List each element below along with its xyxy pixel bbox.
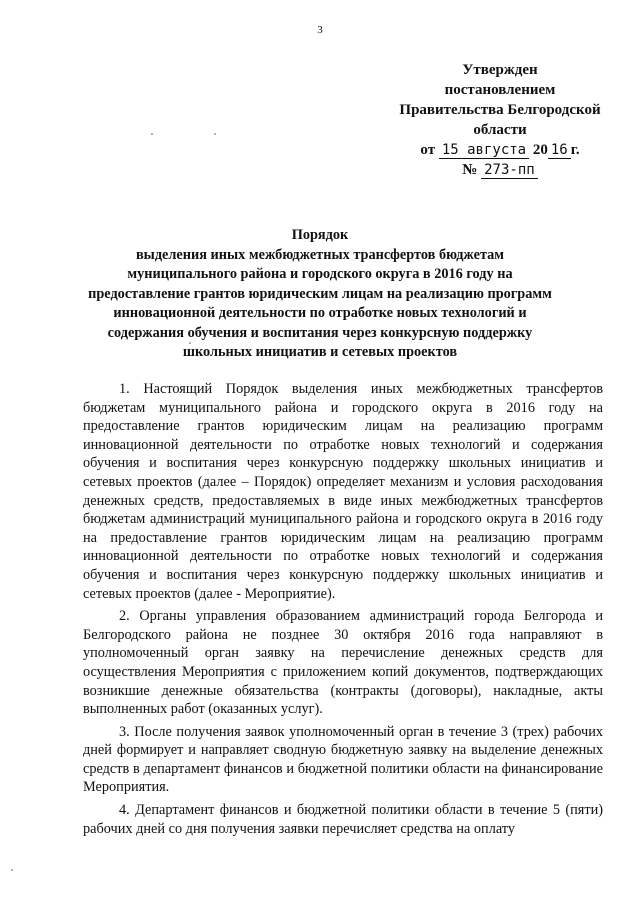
document-title xyxy=(40,226,600,363)
approval-number xyxy=(370,160,630,180)
approval-date xyxy=(370,140,630,160)
approval-date-year-prefix: 20 xyxy=(532,142,548,158)
document-title-line-6: школьных инициатив и сетевых проектов xyxy=(182,344,458,360)
approval-date-suffix: г. xyxy=(570,142,580,158)
approval-block xyxy=(370,60,630,180)
approval-number-prefix: № xyxy=(462,162,478,178)
document-title-line-5: содержания обучения и воспитания через конкурсную поддержку xyxy=(107,324,533,341)
paragraph-3: 3. После получения заявок уполномоченный орган в течение 3 (трех) рабочих дней формирует и направляет сводную бюджетную заявку на выделение денежных средств в департамент финансов и бюджетной политики области на финансирование Мероприятия. xyxy=(83,723,603,796)
approval-line-approved: Утвержден xyxy=(462,62,538,78)
page-number: 3 xyxy=(317,24,323,36)
paragraph-2: 2. Органы управления образованием администраций города Белгорода и Белгородского района не позднее 30 октября 2016 года направляют в уполномоченный орган заявку на перечисление денежных средств для осуществления Мероприятия с приложением копий документов, подтверждающих возникшие денежные обязательства (контракты (договоры), накладные, акты выполненных работ (оказанных услуг). xyxy=(83,608,603,718)
paragraph-1: 1. Настоящий Порядок выделения иных межбюджетных трансфертов бюджетам муниципального района и городского округа в 2016 году на предоставление грантов юридическим лицам на реализацию программ инновационной деятельности по отработке новых технологий и содержания обучения и воспитания через конкурсную поддержку школьных инициатив и сетевых проектов (далее – Порядок) определяет механизм и условия расходования денежных средств, предоставляемых в виде иных межбюджетных трансфертов бюджетам администраций муниципального района и городского округа в 2016 году на предоставление грантов юридическим лицам на реализацию программ инновационной деятельности по отработке новых технологий и содержания обучения и воспитания через конкурсную поддержку школьных инициатив и сетевых проектов (далее - Мероприятие). xyxy=(83,381,603,602)
approval-date-prefix: от xyxy=(420,142,436,158)
approval-line-region: области xyxy=(473,122,527,138)
approval-line-government: Правительства Белгородской xyxy=(399,102,601,118)
document-title-line-1: выделения иных межбюджетных трансфертов бюджетам xyxy=(135,246,505,263)
document-body xyxy=(83,380,603,842)
approval-line-resolution: постановлением xyxy=(444,82,556,98)
document-title-line-3: предоставление грантов юридическим лицам на реализацию программ xyxy=(88,285,552,302)
document-title-main: Порядок xyxy=(291,227,349,243)
approval-number-value: 273-пп xyxy=(481,162,538,179)
document-title-line-2: муниципального района и городского округа в 2016 году на xyxy=(127,266,513,282)
approval-date-value: 15 августа xyxy=(439,142,529,159)
approval-date-year-suffix: 16 xyxy=(548,142,571,159)
paragraph-4: 4. Департамент финансов и бюджетной политики области в течение 5 (пяти) рабочих дней со дня получения заявки перечисляет средства на оплату xyxy=(83,802,603,837)
document-title-line-4: инновационной деятельности по отработке новых технологий и xyxy=(113,305,527,321)
